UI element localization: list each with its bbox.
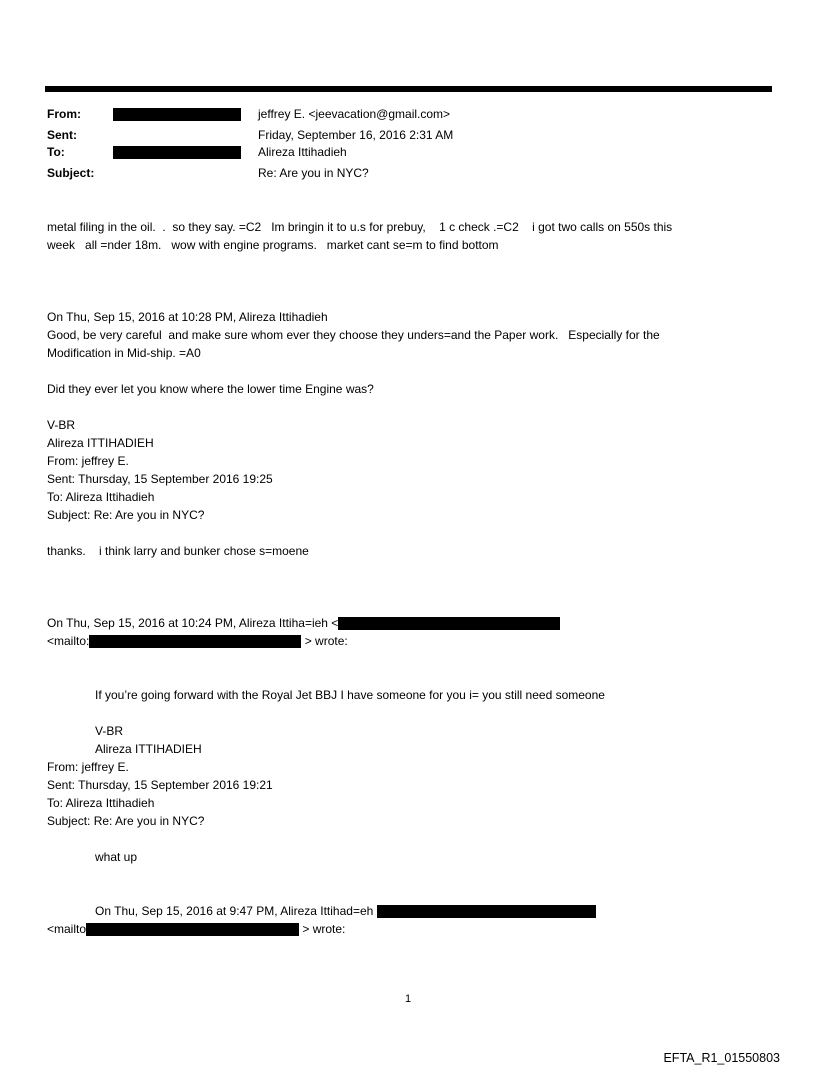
header-row-subject <box>47 165 772 183</box>
email-body <box>47 218 776 938</box>
blank-line <box>47 254 776 272</box>
text-segment: From: jeffrey E. <box>47 760 129 774</box>
blank-line <box>47 560 776 578</box>
redaction-bar <box>113 146 241 159</box>
text-segment: V-BR <box>47 418 76 432</box>
text-segment: On Thu, Sep 15, 2016 at 9:47 PM, Alireza Ittihad=eh <box>95 904 377 918</box>
blank-line <box>47 524 776 542</box>
body-line <box>47 218 776 236</box>
body-line <box>47 632 776 650</box>
text-segment: Subject: Re: Are you in NYC? <box>47 508 205 522</box>
text-segment: Alireza ITTIHADIEH <box>47 436 154 450</box>
header-value-to: Alireza Ittihadieh <box>258 145 347 159</box>
text-segment: V-BR <box>95 724 124 738</box>
body-line <box>47 776 776 794</box>
text-segment: Sent: Thursday, 15 September 2016 19:25 <box>47 472 273 486</box>
body-line <box>47 848 776 866</box>
body-line <box>47 902 776 920</box>
text-segment: <mailto <box>47 922 87 936</box>
text-segment: thanks. i think larry and bunker chose s=moene <box>47 544 309 558</box>
text-segment: <mailto: <box>47 634 90 648</box>
bates-number: EFTA_R1_01550803 <box>663 1051 780 1065</box>
text-segment: > wrote: <box>301 634 348 648</box>
text-segment: what up <box>95 850 138 864</box>
blank-line <box>47 272 776 290</box>
header-divider-rule <box>45 86 772 92</box>
body-line <box>47 470 776 488</box>
text-segment: Good, be very careful and make sure whom ever they choose they unders=and the Paper work. Especially for the <box>47 328 660 342</box>
blank-line <box>47 830 776 848</box>
text-segment: week all =nder 18m. wow with engine programs. market cant se=m to find bottom <box>47 238 499 252</box>
text-segment: To: Alireza Ittihadieh <box>47 490 155 504</box>
body-line <box>47 308 776 326</box>
blank-line <box>47 704 776 722</box>
redaction-bar <box>89 635 301 648</box>
redaction-bar <box>377 905 596 918</box>
text-segment: Alireza ITTIHADIEH <box>95 742 202 756</box>
header-label-sent: Sent: <box>47 127 77 142</box>
blank-line <box>47 866 776 884</box>
body-line <box>47 722 776 740</box>
header-value-sent: Friday, September 16, 2016 2:31 AM <box>258 127 454 142</box>
header-row-sent <box>47 127 772 145</box>
header-label-from: From: <box>47 107 81 121</box>
email-header <box>47 106 772 182</box>
header-value-subject: Re: Are you in NYC? <box>258 165 369 180</box>
text-segment: Did they ever let you know where the lower time Engine was? <box>47 382 374 396</box>
blank-line <box>47 884 776 902</box>
header-label-to: To: <box>47 145 65 159</box>
text-segment: metal filing in the oil. . so they say. =C2 Im bringin it to u.s for prebuy, 1 c check .=C2 i got two calls on 550s this <box>47 220 673 234</box>
body-line <box>47 740 776 758</box>
body-line <box>47 416 776 434</box>
header-mid <box>113 106 258 127</box>
blank-line <box>47 596 776 614</box>
blank-line <box>47 398 776 416</box>
redaction-bar <box>113 108 241 121</box>
body-line <box>47 920 776 938</box>
body-line <box>47 758 776 776</box>
body-line <box>47 434 776 452</box>
blank-line <box>47 650 776 668</box>
body-line <box>47 236 776 254</box>
blank-line <box>47 668 776 686</box>
page-number: 1 <box>404 993 412 1005</box>
text-segment: On Thu, Sep 15, 2016 at 10:28 PM, Alireza Ittihadieh <box>47 310 328 324</box>
body-line <box>47 614 776 632</box>
body-line <box>47 452 776 470</box>
body-line <box>47 506 776 524</box>
redaction-bar <box>86 923 299 936</box>
body-line <box>47 812 776 830</box>
header-row-to <box>47 144 772 165</box>
body-line <box>47 488 776 506</box>
text-segment: To: Alireza Ittihadieh <box>47 796 155 810</box>
body-line <box>47 686 776 704</box>
blank-line <box>47 578 776 596</box>
header-mid <box>113 165 258 183</box>
body-line <box>47 344 776 362</box>
text-segment: Sent: Thursday, 15 September 2016 19:21 <box>47 778 273 792</box>
text-segment: From: jeffrey E. <box>47 454 129 468</box>
header-label-subject: Subject: <box>47 165 95 180</box>
blank-line <box>47 290 776 308</box>
text-segment: If you’re going forward with the Royal Jet BBJ I have someone for you i= you still need someone <box>95 688 605 702</box>
text-segment: > wrote: <box>299 922 346 936</box>
blank-line <box>47 362 776 380</box>
header-mid <box>113 144 258 165</box>
text-segment: On Thu, Sep 15, 2016 at 10:24 PM, Alireza Ittiha=ieh < <box>47 616 339 630</box>
body-line <box>47 380 776 398</box>
redaction-bar <box>338 617 560 630</box>
text-segment: Subject: Re: Are you in NYC? <box>47 814 205 828</box>
body-line <box>47 794 776 812</box>
body-line <box>47 542 776 560</box>
text-segment: Modification in Mid-ship. =A0 <box>47 346 201 360</box>
body-line <box>47 326 776 344</box>
header-mid <box>113 127 258 145</box>
header-value-from: jeffrey E. <jeevacation@gmail.com> <box>258 107 451 121</box>
header-row-from <box>47 106 772 127</box>
